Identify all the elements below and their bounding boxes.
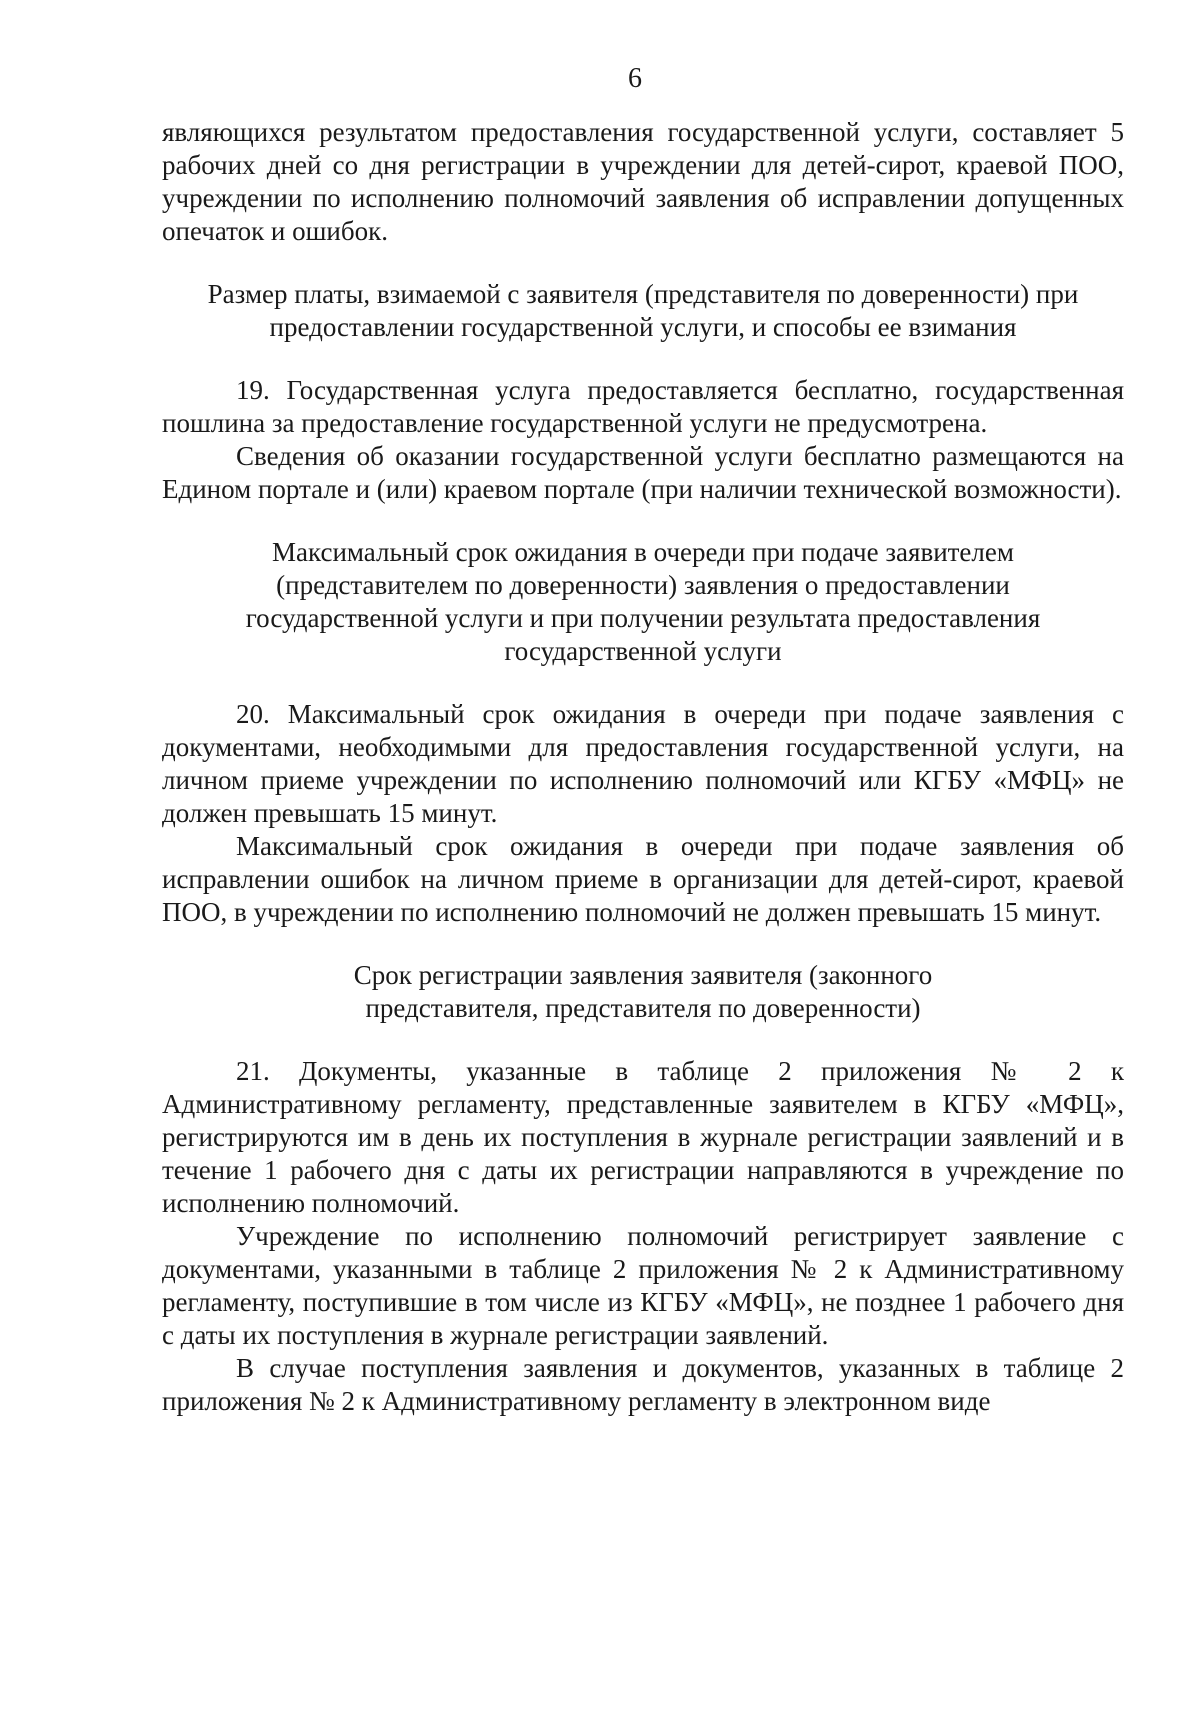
spacer xyxy=(162,344,1124,374)
paragraph-21-electronic: В случае поступления заявления и документов, указанных в таблице 2 приложения № 2 к Административному регламенту в электронном виде xyxy=(162,1353,1124,1416)
spacer xyxy=(162,929,1124,959)
paragraph-19-fee-info: Сведения об оказании государственной услуги бесплатно размещаются на Едином портале и (или) краевом портале (при наличии технической возможности). xyxy=(162,441,1124,504)
spacer xyxy=(162,248,1124,278)
spacer xyxy=(162,1025,1124,1055)
page-number: 6 xyxy=(628,63,642,94)
paragraph-intro: являющихся результатом предоставления государственной услуги, составляет 5 рабочих дней со дня регистрации в учреждении для детей-сирот, краевой ПОО, учреждении по исполнению полномочий заявления об исправлении допущенных опечаток и ошибок. xyxy=(162,117,1124,246)
paragraph-21: 21. Документы, указанные в таблице 2 приложения № 2 к Административному регламенту, представленные заявителем в КГБУ «МФЦ», регистрируются им в день их поступления в журнале регистрации заявлений и в течение 1 рабочего дня с даты их регистрации направляются в учреждение по исполнению полномочий. xyxy=(162,1056,1124,1218)
paragraph-19: 19. Государственная услуга предоставляется бесплатно, государственная пошлина за предоставление государственной услуги не предусмотрена. xyxy=(162,375,1124,438)
spacer xyxy=(162,668,1124,698)
paragraph-20-corrections: Максимальный срок ожидания в очереди при подаче заявления об исправлении ошибок на личном приеме в организации для детей-сирот, краевой ПОО, в учреждении по исполнению полномочий не должен превышать 15 минут. xyxy=(162,831,1124,927)
paragraph-20: 20. Максимальный срок ожидания в очереди при подаче заявления с документами, необходимыми для предоставления государственной услуги, на личном приеме учреждении по исполнению полномочий или КГБУ «МФЦ» не должен превышать 15 минут. xyxy=(162,699,1124,828)
section-heading-fee: Размер платы, взимаемой с заявителя (представителя по доверенности) при предоставлении государственной услуги, и способы ее взимания xyxy=(207,279,1079,342)
spacer xyxy=(162,506,1124,536)
document-body xyxy=(162,116,1124,1418)
section-heading-registration: Срок регистрации заявления заявителя (законного представителя, представителя по доверенности) xyxy=(353,960,933,1023)
paragraph-21-institution: Учреждение по исполнению полномочий регистрирует заявление с документами, указанными в таблице 2 приложения № 2 к Административному регламенту, поступившие в том числе из КГБУ «МФЦ», не позднее 1 рабочего дня с даты их поступления в журнале регистрации заявлений. xyxy=(162,1221,1124,1350)
section-heading-queue: Максимальный срок ожидания в очереди при подаче заявителем (представителем по доверенности) заявления о предоставлении государственной услуги и при получении результата предоставления государственной услуги xyxy=(245,537,1041,666)
